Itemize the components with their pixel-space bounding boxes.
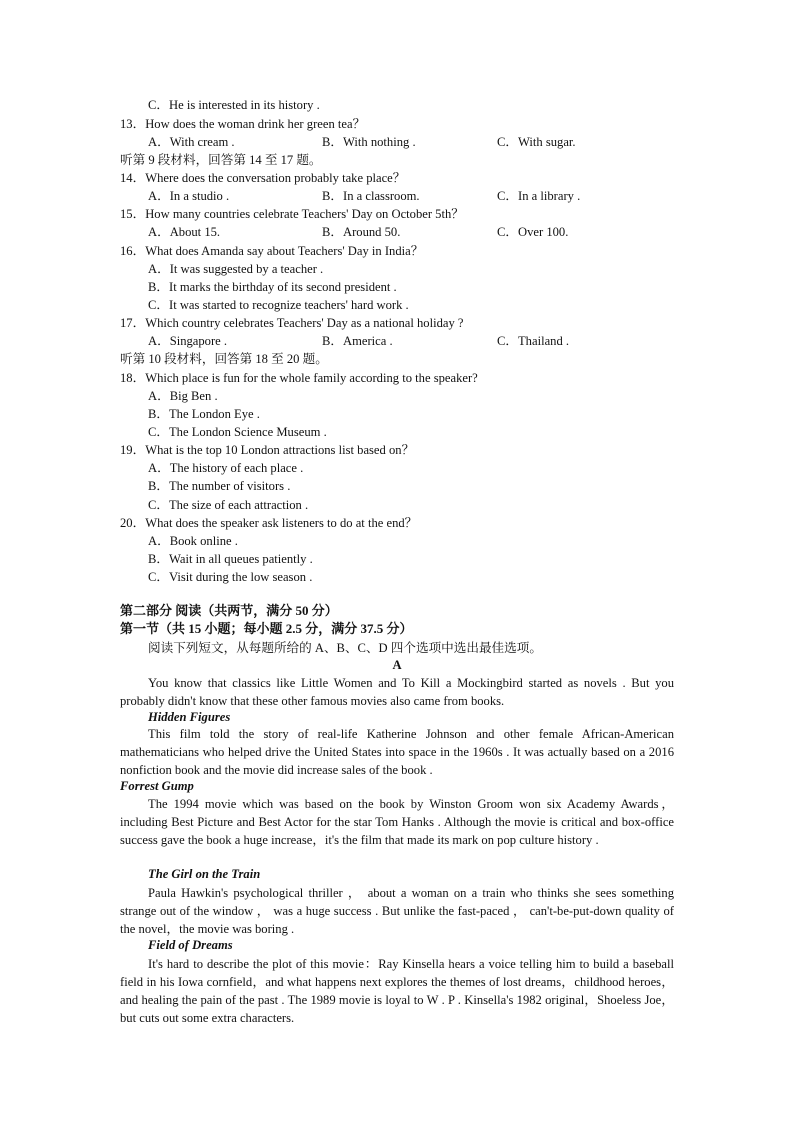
q15-stem: 15．How many countries celebrate Teachers' Day on October 5th？ <box>120 207 464 221</box>
q16-option-c: C．It was started to recognize teachers' hard work . <box>148 298 409 312</box>
q19-option-b: B．The number of visitors . <box>148 479 291 493</box>
q19-option-c: C．The size of each attraction . <box>148 498 309 512</box>
q13-stem: 13．How does the woman drink her green tea？ <box>120 117 366 131</box>
hidden-figures-heading: Hidden Figures <box>148 710 231 724</box>
part-two-heading: 第二部分 阅读（共两节，满分 50 分） <box>120 603 338 618</box>
girl-on-train-text: Paula Hawkin's psychological thriller ， about a woman on a train who thinks she sees something strange out of the window ， was a huge success . But unlike the fast-paced ， can't-be-put-down quality of the novel，the movie was boring . <box>120 886 674 936</box>
q18-option-b: B．The London Eye . <box>148 407 260 421</box>
girl-on-train-heading: The Girl on the Train <box>148 867 261 881</box>
q18-stem: 18．Which place is fun for the whole family according to the speaker? <box>120 371 478 385</box>
field-of-dreams-heading: Field of Dreams <box>148 938 233 952</box>
q19-stem: 19．What is the top 10 London attractions list based on？ <box>120 443 415 457</box>
q19-option-a: A．The history of each place . <box>148 461 304 475</box>
q18-option-c: C．The London Science Museum . <box>148 425 327 439</box>
q15-option-a: A．About 15. <box>148 225 221 239</box>
hidden-figures-text: This film told the story of real-life Katherine Johnson and other female African-American mathematicians who helped drive the United States into space in the 1960s . It was actually based on a 2016 nonfiction book and the movie did increase sales of the book . <box>120 727 674 777</box>
forrest-gump-heading: Forrest Gump <box>120 779 194 793</box>
material-10-instruction: 听第 10 段材料，回答第 18 至 20 题。 <box>120 352 328 366</box>
section-one-heading: 第一节（共 15 小题；每小题 2.5 分，满分 37.5 分） <box>120 621 413 636</box>
q16-option-a: A．It was suggested by a teacher . <box>148 262 324 276</box>
forrest-gump-text: The 1994 movie which was based on the book by Winston Groom won six Academy Awards，including Best Picture and Best Actor for the star Tom Hanks . Although the movie is critical and box-office success gave the book a huge increase，it's the film that made its mark on pop culture history . <box>120 797 674 847</box>
passage-intro: You know that classics like Little Women and To Kill a Mockingbird started as novels . But you probably didn't know that these other famous movies also came from books. <box>120 676 674 708</box>
q16-option-b: B．It marks the birthday of its second president . <box>148 280 397 294</box>
q15-option-c: C．Over 100. <box>497 225 569 239</box>
field-of-dreams-text: It's hard to describe the plot of this movie：Ray Kinsella hears a voice telling him to build a baseball field in his Iowa cornfield，and what happens next explores the themes of lost dreams，childhood heroes，and healing the pain of the past . The 1989 movie is loyal to W . P . Kinsella's 1982 original，Shoeless Joe，but cuts out some extra characters. <box>120 957 674 1025</box>
q15-option-b: B．Around 50. <box>322 225 401 239</box>
q14-stem: 14．Where does the conversation probably take place？ <box>120 171 406 185</box>
q13-option-a: A．With cream . <box>148 135 235 149</box>
q13-option-b: B．With nothing . <box>322 135 416 149</box>
q12-option-c: C．He is interested in its history . <box>148 98 320 112</box>
q20-option-c: C．Visit during the low season . <box>148 570 313 584</box>
q13-option-c: C．With sugar. <box>497 135 576 149</box>
q14-option-c: C．In a library . <box>497 189 581 203</box>
q17-stem: 17．Which country celebrates Teachers' Day as a national holiday ? <box>120 316 464 330</box>
q20-option-b: B．Wait in all queues patiently . <box>148 552 313 566</box>
q16-stem: 16．What does Amanda say about Teachers' Day in India？ <box>120 244 424 258</box>
q14-option-a: A．In a studio . <box>148 189 230 203</box>
passage-label: A <box>392 658 402 672</box>
q20-option-a: A．Book online . <box>148 534 238 548</box>
q18-option-a: A．Big Ben . <box>148 389 218 403</box>
q17-option-a: A．Singapore . <box>148 334 228 348</box>
material-9-instruction: 听第 9 段材料，回答第 14 至 17 题。 <box>120 153 322 167</box>
q17-option-b: B．America . <box>322 334 393 348</box>
q14-option-b: B．In a classroom. <box>322 189 420 203</box>
q17-option-c: C．Thailand . <box>497 334 570 348</box>
q20-stem: 20．What does the speaker ask listeners to do at the end？ <box>120 516 418 530</box>
reading-instructions: 阅读下列短文，从每题所给的 A、B、C、D 四个选项中选出最佳选项。 <box>148 641 542 655</box>
